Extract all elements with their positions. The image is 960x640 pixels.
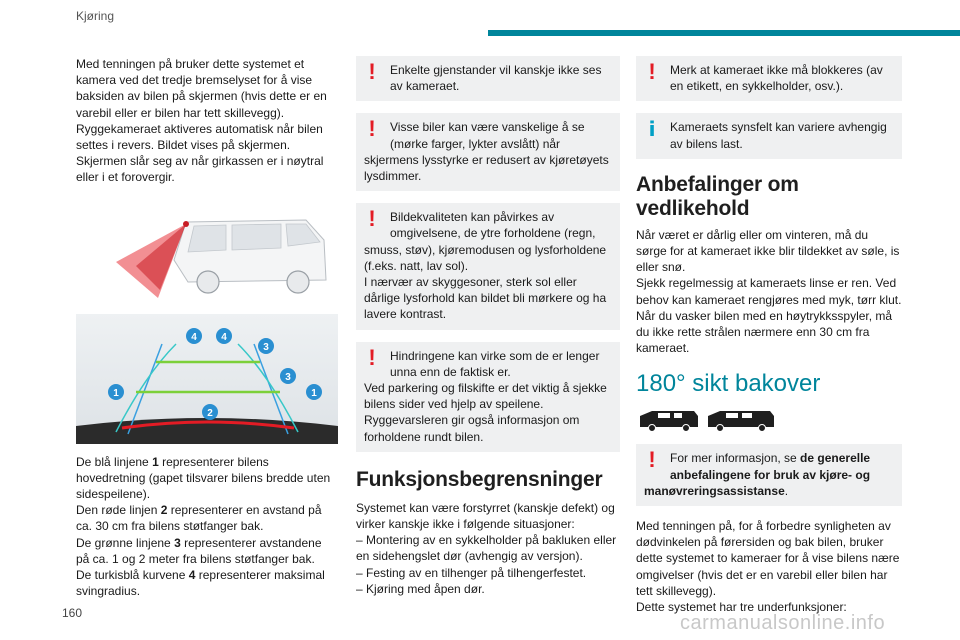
maintenance-paragraph: Når været er dårlig eller om vinteren, må du sørge for at kameraet ikke blir tildekket av søle, is eller snø. Sjekk regelmessig at kameraets linse er ren. Ved behov kan kameraet rengjøres med myk, tørr klut. Når du vasker bilen med en høytrykksspyler, må du ikke rette strålen nærmere enn 30 cm fra kameraet.	[636, 227, 902, 356]
label-4-right	[216, 328, 232, 344]
warning-box-image-quality: ! Bildekvaliteten kan påvirkes av omgivelsene, de ytre forholdene (regn, smuss, støv), kjøremodusen og lysforholdene (f.eks. natt, lav sol). I nærvær av skyggesoner, sterk sol eller dårlige lysforhold kan bildet bli mørkere og ha lavere kontrast.	[356, 203, 620, 329]
info-box-field-of-view: i Kameraets synsfelt kan variere avhengig av bilens last.	[636, 113, 902, 158]
lines-description: De blå linjene 1 representerer bilens hovedretning (gapet tilsvarer bilens bredde uten sidespeilene). Den røde linjen 2 representerer en avstand på ca. 30 cm fra bilens støtfanger bak. De grønne linjene 3 representerer avstandene på ca. 1 og 2 meter fra bilens støtfanger bak. De turkisblå kurvene 4 representerer maksimal svingradius.	[76, 454, 331, 599]
label-2	[202, 404, 218, 420]
label-4-left	[186, 328, 202, 344]
warning-icon: !	[368, 116, 376, 142]
svg-text:4: 4	[221, 331, 227, 343]
van-icon-long	[708, 411, 774, 432]
rear-view-paragraph: Med tenningen på, for å forbedre synligheten av dødvinkelen på førersiden og bak bilen, bruker dette systemet to kameraer for å vise bilens nære omgivelser (hvis det er en varebil eller bilen har tett skillevegg). Dette systemet har tre underfunksjoner:	[636, 519, 900, 615]
label-1-right	[306, 384, 322, 400]
svg-text:4: 4	[191, 331, 197, 343]
warning-box-general-recommendations: ! For mer informasjon, se de generelle anbefalingene for bruk av kjøre- og manøvreringsassistanse.	[636, 444, 902, 506]
warning-box-objects: ! Enkelte gjenstander vil kanskje ikke ses av kameraet.	[356, 56, 620, 101]
info-icon: i	[648, 117, 656, 142]
heading-maintenance: Anbefalinger om vedlikehold	[636, 172, 799, 220]
warning-icon: !	[368, 206, 376, 232]
svg-text:3: 3	[263, 341, 269, 353]
warning-icon: !	[368, 344, 376, 370]
svg-text:2: 2	[207, 407, 213, 419]
column-middle	[356, 56, 620, 597]
label-1-left	[108, 384, 124, 400]
van-icons	[636, 408, 776, 432]
warning-icon: !	[648, 447, 656, 473]
limitations-paragraph: Systemet kan være forstyrret (kanskje defekt) og virker kanskje ikke i følgende situasjoner: – Montering av en sykkelholder på bakluken eller en sidehengslet dør (avhengig av versjon). – Festing av en tilhenger på tilhengerfestet. – Kjøring med åpen dør.	[356, 500, 617, 596]
warning-box-distance: ! Hindringene kan virke som de er lenger unna enn de faktisk er. Ved parkering og filskifte er det viktig å sjekke bilens sider ved hjelp av speilene. Ryggevarsleren gir også informasjon om forholdene rundt bilen.	[356, 342, 620, 452]
heading-180-view: 180° sikt bakover	[636, 370, 821, 398]
warning-icon: !	[368, 59, 376, 84]
column-left	[76, 56, 338, 599]
svg-text:1: 1	[113, 387, 119, 399]
warning-icon: !	[648, 59, 656, 84]
page-number: 160	[62, 606, 83, 620]
van-icon-short	[640, 411, 698, 432]
svg-text:1: 1	[311, 387, 317, 399]
label-3-upper	[258, 338, 274, 354]
warning-box-dark-vehicles: ! Visse biler kan være vanskelige å se (mørke farger, lykter avslått) når skjermens lysstyrke er redusert av kjøretøyets lysdimmer.	[356, 113, 620, 191]
section-title: Kjøring	[76, 9, 115, 23]
watermark: carmanualsonline.info	[680, 612, 886, 634]
heading-limitations: Funksjonsbegrensninger	[356, 467, 603, 491]
intro-paragraph: Med tenningen på bruker dette systemet et kamera ved det tredje bremselyset for å vise baksiden av bilen på skjermen (hvis dette er en varebil eller er bilen har tett skillevegg). Ryggekameraet aktiveres automatisk når bilen settes i revers. Bildet vises på skjermen. Skjermen slår seg av når girkassen er i nøytral eller i et forovergir.	[76, 57, 327, 185]
column-right	[636, 56, 902, 615]
header-accent-bar	[488, 30, 960, 36]
camera-view-illustration	[76, 314, 338, 444]
warning-box-blocking: ! Merk at kameraet ikke må blokkeres (av en etikett, en sykkelholder, osv.).	[636, 56, 902, 101]
vehicle-version-icons	[636, 408, 902, 434]
svg-text:3: 3	[285, 371, 291, 383]
label-3-lower	[280, 368, 296, 384]
car-illustration	[76, 200, 338, 310]
